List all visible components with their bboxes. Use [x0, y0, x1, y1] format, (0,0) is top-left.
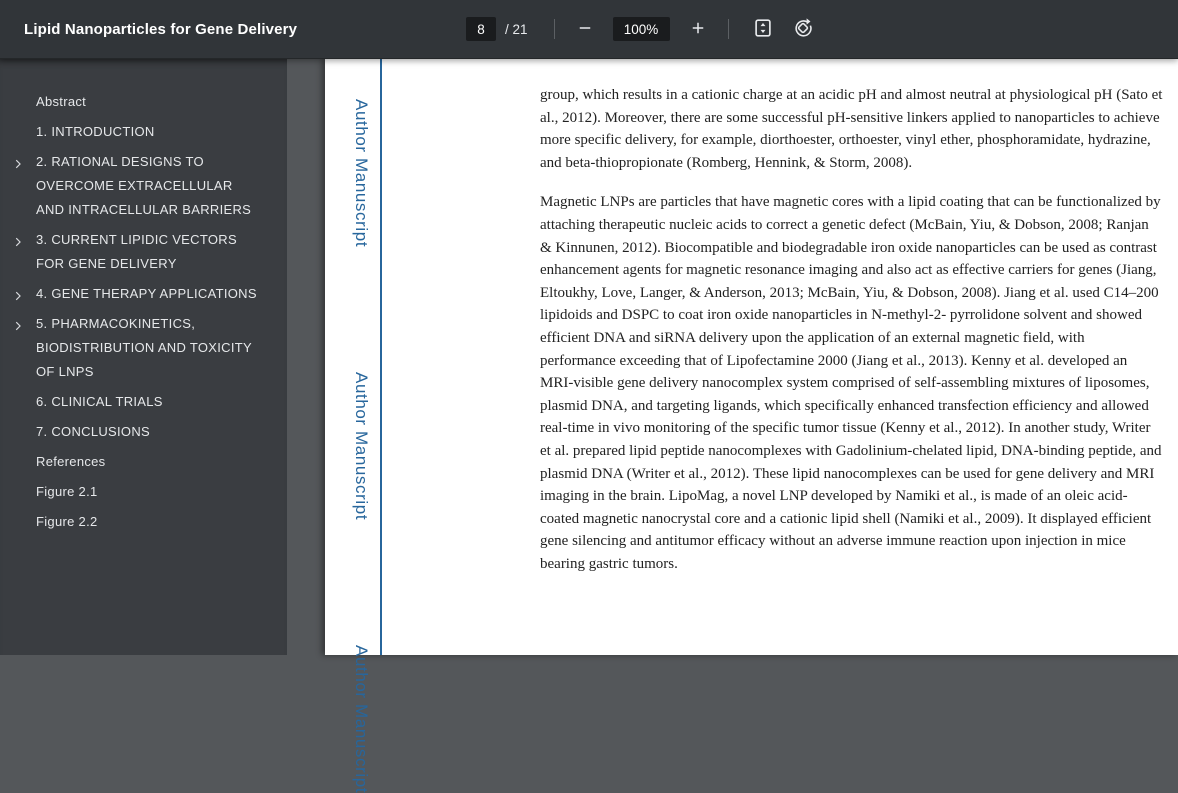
sidebar-item-label: References — [36, 454, 106, 469]
sidebar-item-label: 5. PHARMACOKINETICS, BIODISTRIBUTION AND TOXICITY OF LNPS — [36, 316, 252, 379]
body-paragraph: Magnetic LNPs are particles that have magnetic cores with a lipid coating that can be functionalized by attaching therapeutic nucleic acids to correct a genetic defect (McBain, Yiu, & Dobson, 2008; Ranjan & Kinnunen, 2012). Biocompatible and biodegradable iron oxide nanoparticles can be used as contrast enhancement agents for magnetic resonance imaging and also act as effective carriers for genes (Jiang, Eltoukhy, Love, Langer, & Anderson, 2013; McBain, Yiu, & Dobson, 2008). Jiang et al. used C14–200 lipidoids and DSPC to coat iron oxide nanoparticles in N-methyl-2- pyrrolidone solvent and showed efficient DNA and siRNA delivery upon the application of an external magnetic field, with performance exceeding that of Lipofectamine 2000 (Jiang et al., 2013). Kenny et al. developed an MRI-visible gene delivery nanocomplex system comprised of self-assembling mixtures of liposomes, plasmid DNA, and targeting ligands, which specifically enhanced transfection efficiency and allowed real-time in vivo monitoring of the specific tumor tissue (Kenny et al., 2012). In another study, Writer et al. prepared lipid peptide nanocomplexes with Gadolinium-chelated lipid, DNA-binding peptide, and plasmid DNA (Writer et al., 2012). These lipid nanocomplexes can be used for gene delivery and MRI imaging in the brain. LipoMag, a novel LNP developed by Namiki et al., is made of an oleic acid-coated magnetic nanocrystal core and a cationic lipid shell (Namiki et al., 2009). It displayed efficient gene silencing and antitumor efficacy without an adverse immune reaction upon injection in mice bearing gastric tumors. — [540, 194, 1162, 572]
sidebar-item-label: 7. CONCLUSIONS — [36, 424, 151, 439]
sidebar-item-label: Figure 2.2 — [36, 514, 98, 529]
sidebar-item-label: 6. CLINICAL TRIALS — [36, 394, 163, 409]
sidebar-item-label: Figure 2.1 — [36, 484, 98, 499]
sidebar-item-figure-2-2[interactable] — [0, 510, 287, 534]
sidebar-item-conclusions[interactable] — [0, 420, 287, 444]
sidebar-item-abstract[interactable] — [0, 90, 287, 114]
page-number-input[interactable] — [466, 17, 496, 41]
pdf-title: Lipid Nanoparticles for Gene Delivery — [24, 20, 298, 38]
sidebar-item-pharmacokinetics[interactable] — [0, 312, 287, 384]
toolbar — [0, 0, 1178, 59]
sidebar-item-label: 3. CURRENT LIPIDIC VECTORS FOR GENE DELIVERY — [36, 232, 237, 271]
sidebar-item-references[interactable] — [0, 450, 287, 474]
chevron-right-icon[interactable] — [11, 155, 25, 169]
toolbar-controls — [466, 0, 819, 58]
sidebar-item-figure-2-1[interactable] — [0, 480, 287, 504]
sidebar-item-label: 4. GENE THERAPY APPLICATIONS — [36, 286, 257, 301]
author-manuscript-watermark: Author Manuscript — [352, 372, 371, 521]
chevron-right-icon[interactable] — [11, 233, 25, 247]
document-area[interactable] — [287, 58, 1178, 793]
sidebar-item-introduction[interactable] — [0, 120, 287, 144]
fit-to-page-icon — [752, 17, 774, 42]
plus-icon — [689, 19, 707, 40]
sidebar-item-clinical-trials[interactable] — [0, 390, 287, 414]
page-content — [540, 84, 1164, 592]
pdf-page — [325, 58, 1178, 793]
minus-icon — [576, 19, 594, 40]
watermark-rule — [380, 58, 382, 655]
chevron-right-icon[interactable] — [11, 317, 25, 331]
toolbar-separator — [728, 19, 729, 39]
sidebar-item-label: 1. INTRODUCTION — [36, 124, 155, 139]
author-manuscript-watermark: Author Manuscript — [352, 645, 371, 793]
rotate-button[interactable] — [787, 13, 819, 45]
sidebar-item-label: Abstract — [36, 94, 87, 109]
page-count-label: / 21 — [505, 21, 528, 37]
outline-sidebar — [0, 58, 287, 655]
sidebar-item-gene-therapy-applications[interactable] — [0, 282, 287, 306]
rotate-counterclockwise-icon — [792, 17, 814, 42]
zoom-level: 100% — [613, 17, 670, 41]
sidebar-item-rational-designs[interactable] — [0, 150, 287, 222]
fit-to-page-button[interactable] — [747, 13, 779, 45]
chevron-right-icon[interactable] — [11, 287, 25, 301]
body-paragraph: group, which results in a cationic charge at an acidic pH and almost neutral at physiological pH (Sato et al., 2012). Moreover, there are some successful pH-sensitive linkers applied to nanoparticles to achieve more specific delivery, for example, diorthoester, orthoester, vinyl ether, phosphoramidate, hydrazine, and beta-thiopropionate (Romberg, Hennink, & Storm, 2008). — [540, 87, 1163, 171]
sidebar-item-current-lipidic-vectors[interactable] — [0, 228, 287, 276]
sidebar-item-label: 2. RATIONAL DESIGNS TO OVERCOME EXTRACELLULAR AND INTRACELLULAR BARRIERS — [36, 154, 252, 217]
author-manuscript-watermark: Author Manuscript — [352, 99, 371, 248]
zoom-in-button[interactable] — [682, 13, 714, 45]
zoom-out-button[interactable] — [569, 13, 601, 45]
toolbar-separator — [554, 19, 555, 39]
